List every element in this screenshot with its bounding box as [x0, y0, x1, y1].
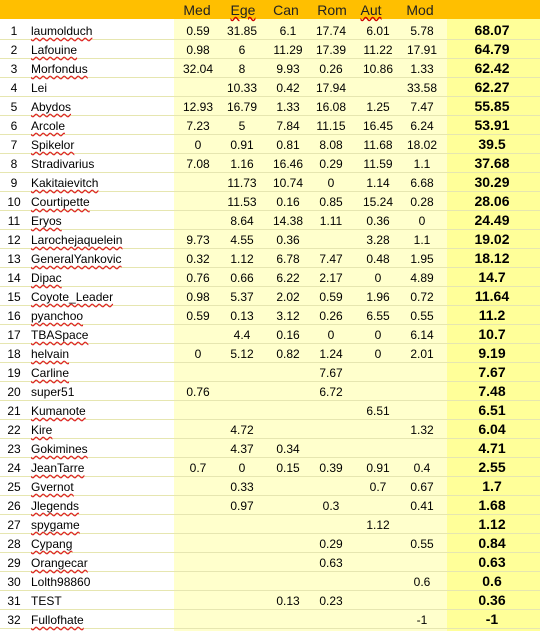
rank-cell[interactable]: 24	[7, 461, 21, 475]
player-name-cell[interactable]: spygame	[31, 518, 80, 532]
can-score-cell[interactable]: 0.42	[276, 81, 300, 95]
total-score-cell[interactable]: 28.06	[474, 193, 510, 209]
mod-score-cell[interactable]: 33.58	[406, 81, 438, 95]
rank-cell[interactable]: 6	[10, 119, 18, 133]
rank-cell[interactable]: 12	[7, 233, 21, 247]
can-score-cell[interactable]: 0.13	[276, 594, 300, 608]
rom-score-cell[interactable]: 0	[327, 176, 335, 190]
rom-score-cell[interactable]: 0.3	[322, 499, 340, 513]
rank-cell[interactable]: 16	[7, 309, 21, 323]
player-name-cell[interactable]: Lolth98860	[31, 575, 91, 589]
player-name-cell[interactable]: Gokimines	[31, 442, 88, 456]
player-name-cell[interactable]: Gvernot	[31, 480, 74, 494]
total-score-cell[interactable]: 14.7	[478, 269, 506, 285]
table-row[interactable]	[0, 610, 540, 629]
can-score-cell[interactable]: 9.93	[276, 62, 300, 76]
total-score-cell[interactable]: 53.91	[474, 117, 510, 133]
rom-score-cell[interactable]: 17.74	[315, 24, 347, 38]
total-score-cell[interactable]: 11.64	[474, 288, 510, 304]
aut-score-cell[interactable]: 6.55	[366, 309, 390, 323]
ege-score-cell[interactable]: 8	[238, 62, 246, 76]
player-name-cell[interactable]: Abydos	[31, 100, 72, 114]
aut-score-cell[interactable]: 0	[374, 347, 382, 361]
mod-score-cell[interactable]: 0.4	[413, 461, 431, 475]
rom-score-cell[interactable]: 16.08	[315, 100, 347, 114]
can-score-cell[interactable]: 7.84	[276, 119, 300, 133]
player-name-cell[interactable]: Lei	[31, 81, 48, 95]
table-row[interactable]	[0, 154, 540, 173]
total-score-cell[interactable]: 1.68	[478, 497, 506, 513]
ege-score-cell[interactable]: 0.13	[230, 309, 254, 323]
table-row[interactable]	[0, 40, 540, 59]
ege-score-cell[interactable]: 1.12	[230, 252, 254, 266]
player-name-cell[interactable]: Cypang	[31, 537, 73, 551]
mod-score-cell[interactable]: 1.95	[410, 252, 434, 266]
ege-score-cell[interactable]: 11.73	[227, 176, 257, 190]
total-score-cell[interactable]: 18.12	[474, 250, 510, 266]
table-row[interactable]	[0, 287, 540, 306]
total-score-cell[interactable]: 7.48	[478, 383, 506, 399]
player-name-cell[interactable]: Stradivarius	[31, 157, 95, 171]
header-aut[interactable]: Aut	[360, 2, 382, 18]
aut-score-cell[interactable]: 0	[374, 271, 382, 285]
mod-score-cell[interactable]: 2.01	[410, 347, 434, 361]
rank-cell[interactable]: 17	[7, 328, 21, 342]
mod-score-cell[interactable]: 18.02	[406, 138, 438, 152]
rom-score-cell[interactable]: 7.67	[319, 366, 343, 380]
mod-score-cell[interactable]: 6.24	[410, 119, 434, 133]
ege-score-cell[interactable]: 8.64	[230, 214, 254, 228]
med-score-cell[interactable]: 0.76	[186, 271, 210, 285]
ege-score-cell[interactable]: 0.97	[230, 499, 254, 513]
total-score-cell[interactable]: 62.27	[474, 79, 510, 95]
mod-score-cell[interactable]: 7.47	[410, 100, 434, 114]
can-score-cell[interactable]: 14.38	[272, 214, 304, 228]
rom-score-cell[interactable]: 0.59	[319, 290, 343, 304]
rom-score-cell[interactable]: 0.85	[319, 195, 343, 209]
can-score-cell[interactable]: 3.12	[276, 309, 300, 323]
can-score-cell[interactable]: 6.1	[279, 24, 297, 38]
med-score-cell[interactable]: 7.08	[186, 157, 210, 171]
rom-score-cell[interactable]: 2.17	[319, 271, 343, 285]
total-score-cell[interactable]: 19.02	[474, 231, 510, 247]
mod-score-cell[interactable]: 0	[418, 214, 426, 228]
total-score-cell[interactable]: 6.04	[478, 421, 506, 437]
aut-score-cell[interactable]: 0	[374, 328, 382, 342]
table-row[interactable]	[0, 420, 540, 439]
rank-cell[interactable]: 23	[7, 442, 21, 456]
mod-score-cell[interactable]: 5.78	[410, 24, 434, 38]
rom-score-cell[interactable]: 0.26	[319, 62, 343, 76]
aut-score-cell[interactable]: 0.91	[366, 461, 390, 475]
mod-score-cell[interactable]: 1.32	[410, 423, 434, 437]
rank-cell[interactable]: 3	[10, 62, 18, 76]
table-row[interactable]	[0, 116, 540, 135]
ege-score-cell[interactable]: 0.66	[230, 271, 254, 285]
table-row[interactable]	[0, 230, 540, 249]
rom-score-cell[interactable]: 0.23	[319, 594, 343, 608]
rank-cell[interactable]: 31	[7, 594, 21, 608]
med-score-cell[interactable]: 0.59	[186, 309, 210, 323]
ege-score-cell[interactable]: 4.4	[233, 328, 251, 342]
can-score-cell[interactable]: 0.34	[276, 442, 300, 456]
rank-cell[interactable]: 5	[10, 100, 18, 114]
rank-cell[interactable]: 30	[7, 575, 21, 589]
ege-score-cell[interactable]: 5.12	[230, 347, 254, 361]
rom-score-cell[interactable]: 0.39	[319, 461, 343, 475]
rank-cell[interactable]: 25	[7, 480, 21, 494]
total-score-cell[interactable]: 0.84	[478, 535, 506, 551]
total-score-cell[interactable]: 4.71	[478, 440, 506, 456]
ege-score-cell[interactable]: 11.53	[227, 195, 257, 209]
player-name-cell[interactable]: GeneralYankovic	[31, 252, 122, 266]
player-name-cell[interactable]: Kumanote	[31, 404, 86, 418]
table-row[interactable]	[0, 249, 540, 268]
rank-cell[interactable]: 10	[7, 195, 21, 209]
can-score-cell[interactable]: 10.74	[272, 176, 304, 190]
player-name-cell[interactable]: Kire	[31, 423, 53, 437]
total-score-cell[interactable]: 64.79	[474, 41, 510, 57]
med-score-cell[interactable]: 9.73	[186, 233, 210, 247]
total-score-cell[interactable]: 0.63	[478, 554, 506, 570]
mod-score-cell[interactable]: 0.72	[410, 290, 434, 304]
total-score-cell[interactable]: 1.12	[478, 516, 506, 532]
can-score-cell[interactable]: 6.78	[276, 252, 300, 266]
player-name-cell[interactable]: Morfondus	[31, 62, 88, 76]
player-name-cell[interactable]: Courtipette	[31, 195, 90, 209]
rom-score-cell[interactable]: 6.72	[319, 385, 343, 399]
player-name-cell[interactable]: Larochejaquelein	[31, 233, 123, 247]
total-score-cell[interactable]: 9.19	[478, 345, 506, 361]
table-row[interactable]	[0, 591, 540, 610]
rank-cell[interactable]: 15	[7, 290, 21, 304]
mod-score-cell[interactable]: 0.67	[410, 480, 434, 494]
aut-score-cell[interactable]: 1.12	[366, 518, 390, 532]
table-row[interactable]	[0, 325, 540, 344]
rank-cell[interactable]: 14	[7, 271, 21, 285]
player-name-cell[interactable]: Lafouine	[31, 43, 78, 57]
aut-score-cell[interactable]: 6.51	[366, 404, 390, 418]
ege-score-cell[interactable]: 4.55	[230, 233, 254, 247]
ege-score-cell[interactable]: 31.85	[226, 24, 258, 38]
aut-score-cell[interactable]: 16.45	[362, 119, 394, 133]
total-score-cell[interactable]: 7.67	[478, 364, 506, 380]
ege-score-cell[interactable]: 0	[238, 461, 246, 475]
rank-cell[interactable]: 13	[7, 252, 21, 266]
can-score-cell[interactable]: 1.33	[276, 100, 300, 114]
table-row[interactable]	[0, 401, 540, 420]
rom-score-cell[interactable]: 0	[327, 328, 335, 342]
rank-cell[interactable]: 11	[7, 214, 21, 228]
med-score-cell[interactable]: 0.7	[189, 461, 207, 475]
ege-score-cell[interactable]: 6	[238, 43, 246, 57]
rank-cell[interactable]: 1	[10, 24, 18, 38]
rank-cell[interactable]: 18	[7, 347, 21, 361]
rom-score-cell[interactable]: 0.26	[319, 309, 343, 323]
player-name-cell[interactable]: Spikelor	[31, 138, 75, 152]
aut-score-cell[interactable]: 10.86	[362, 62, 394, 76]
rank-cell[interactable]: 4	[10, 81, 18, 95]
rom-score-cell[interactable]: 17.94	[315, 81, 347, 95]
rank-cell[interactable]: 7	[10, 138, 18, 152]
rank-cell[interactable]: 26	[7, 499, 21, 513]
player-name-cell[interactable]: Eryos	[31, 214, 62, 228]
player-name-cell[interactable]: TEST	[31, 594, 62, 608]
player-name-cell[interactable]: Jlegends	[31, 499, 80, 513]
rank-cell[interactable]: 29	[7, 556, 21, 570]
player-name-cell[interactable]: pyanchoo	[31, 309, 84, 323]
mod-score-cell[interactable]: 0.41	[410, 499, 434, 513]
header-med[interactable]: Med	[183, 2, 211, 18]
mod-score-cell[interactable]: 0.28	[410, 195, 434, 209]
total-score-cell[interactable]: 68.07	[474, 22, 510, 38]
table-row[interactable]	[0, 306, 540, 325]
ege-score-cell[interactable]: 0.91	[230, 138, 254, 152]
total-score-cell[interactable]: 1.7	[482, 478, 502, 494]
rom-score-cell[interactable]: 8.08	[319, 138, 343, 152]
rank-cell[interactable]: 21	[7, 404, 21, 418]
mod-score-cell[interactable]: 6.14	[410, 328, 434, 342]
aut-score-cell[interactable]: 0.48	[366, 252, 390, 266]
ege-score-cell[interactable]: 5.37	[230, 290, 254, 304]
aut-score-cell[interactable]: 11.68	[363, 138, 393, 152]
aut-score-cell[interactable]: 3.28	[366, 233, 390, 247]
mod-score-cell[interactable]: 1.1	[413, 233, 431, 247]
mod-score-cell[interactable]: 17.91	[406, 43, 438, 57]
player-name-cell[interactable]: Orangecar	[31, 556, 88, 570]
player-name-cell[interactable]: super51	[31, 385, 75, 399]
table-row[interactable]	[0, 192, 540, 211]
total-score-cell[interactable]: 30.29	[474, 174, 510, 190]
table-row[interactable]	[0, 211, 540, 230]
aut-score-cell[interactable]: 0.7	[369, 480, 387, 494]
mod-score-cell[interactable]: 1.1	[413, 157, 431, 171]
total-score-cell[interactable]: 11.2	[478, 307, 506, 323]
aut-score-cell[interactable]: 1.25	[366, 100, 390, 114]
med-score-cell[interactable]: 0	[194, 347, 202, 361]
can-score-cell[interactable]: 0.16	[276, 195, 300, 209]
med-score-cell[interactable]: 0.32	[186, 252, 210, 266]
table-row[interactable]	[0, 458, 540, 477]
player-name-cell[interactable]: Arcole	[31, 119, 66, 133]
rom-score-cell[interactable]: 0.29	[319, 537, 343, 551]
player-name-cell[interactable]: TBASpace	[31, 328, 89, 342]
table-row[interactable]	[0, 344, 540, 363]
table-row[interactable]	[0, 477, 540, 496]
rank-cell[interactable]: 27	[7, 518, 21, 532]
player-name-cell[interactable]: Coyote_Leader	[31, 290, 114, 304]
rank-cell[interactable]: 2	[10, 43, 18, 57]
aut-score-cell[interactable]: 11.59	[363, 157, 393, 171]
med-score-cell[interactable]: 0.76	[186, 385, 210, 399]
can-score-cell[interactable]: 0.16	[276, 328, 300, 342]
rom-score-cell[interactable]: 17.39	[315, 43, 347, 57]
ege-score-cell[interactable]: 16.79	[226, 100, 258, 114]
med-score-cell[interactable]: 0.59	[186, 24, 210, 38]
can-score-cell[interactable]: 16.46	[272, 157, 304, 171]
total-score-cell[interactable]: 10.7	[478, 326, 506, 342]
total-score-cell[interactable]: 55.85	[474, 98, 510, 114]
table-row[interactable]	[0, 97, 540, 116]
total-score-cell[interactable]: 24.49	[474, 212, 510, 228]
total-score-cell[interactable]: 6.51	[478, 402, 506, 418]
rom-score-cell[interactable]: 0.29	[319, 157, 343, 171]
table-row[interactable]	[0, 553, 540, 572]
ege-score-cell[interactable]: 5	[238, 119, 246, 133]
mod-score-cell[interactable]: 6.68	[410, 176, 434, 190]
table-row[interactable]	[0, 534, 540, 553]
med-score-cell[interactable]: 0	[194, 138, 202, 152]
table-row[interactable]	[0, 59, 540, 78]
total-score-cell[interactable]: 37.68	[474, 155, 510, 171]
mod-score-cell[interactable]: 0.55	[410, 309, 434, 323]
med-score-cell[interactable]: 32.04	[182, 62, 214, 76]
table-row[interactable]	[0, 572, 540, 591]
table-row[interactable]	[0, 135, 540, 154]
total-score-cell[interactable]: 0.6	[482, 573, 502, 589]
rank-cell[interactable]: 32	[7, 613, 21, 627]
can-score-cell[interactable]: 0.15	[276, 461, 300, 475]
header-mod[interactable]: Mod	[406, 2, 434, 18]
rank-cell[interactable]: 8	[10, 157, 18, 171]
total-score-cell[interactable]: 39.5	[478, 136, 506, 152]
med-score-cell[interactable]: 0.98	[186, 290, 210, 304]
table-row[interactable]	[0, 78, 540, 97]
player-name-cell[interactable]: JeanTarre	[31, 461, 85, 475]
header-can[interactable]: Can	[273, 2, 299, 18]
med-score-cell[interactable]: 12.93	[182, 100, 214, 114]
can-score-cell[interactable]: 0.81	[276, 138, 300, 152]
can-score-cell[interactable]: 0.36	[276, 233, 300, 247]
table-row[interactable]	[0, 382, 540, 401]
ege-score-cell[interactable]: 0.33	[230, 480, 254, 494]
rank-cell[interactable]: 22	[7, 423, 21, 437]
table-row[interactable]	[0, 268, 540, 287]
med-score-cell[interactable]: 7.23	[186, 119, 210, 133]
aut-score-cell[interactable]: 1.96	[366, 290, 390, 304]
mod-score-cell[interactable]: 1.33	[410, 62, 434, 76]
ege-score-cell[interactable]: 4.37	[230, 442, 254, 456]
header-ege[interactable]: Ege	[230, 2, 256, 18]
rank-cell[interactable]: 20	[7, 385, 21, 399]
header-row	[0, 0, 540, 19]
table-row[interactable]	[0, 363, 540, 382]
can-score-cell[interactable]: 0.82	[276, 347, 300, 361]
player-name-cell[interactable]: laumolduch	[31, 24, 93, 38]
mod-score-cell[interactable]: 0.6	[413, 575, 431, 589]
aut-score-cell[interactable]: 15.24	[362, 195, 394, 209]
player-name-cell[interactable]: Kakitaievitch	[31, 176, 99, 190]
total-score-cell[interactable]: 2.55	[478, 459, 506, 475]
ege-score-cell[interactable]: 4.72	[230, 423, 254, 437]
rom-score-cell[interactable]: 7.47	[319, 252, 343, 266]
mod-score-cell[interactable]: 4.89	[410, 271, 434, 285]
ege-score-cell[interactable]: 1.16	[230, 157, 254, 171]
ege-score-cell[interactable]: 10.33	[226, 81, 258, 95]
table-row[interactable]	[0, 439, 540, 458]
table-row[interactable]	[0, 515, 540, 534]
can-score-cell[interactable]: 2.02	[276, 290, 300, 304]
total-score-cell[interactable]: 0.36	[478, 592, 506, 608]
aut-score-cell[interactable]: 1.14	[366, 176, 390, 190]
med-score-cell[interactable]: 0.98	[186, 43, 210, 57]
mod-score-cell[interactable]: -1	[416, 613, 428, 627]
rom-score-cell[interactable]: 1.11	[319, 214, 343, 228]
rom-score-cell[interactable]: 0.63	[319, 556, 343, 570]
mod-score-cell[interactable]: 0.55	[410, 537, 434, 551]
total-score-cell[interactable]: 62.42	[474, 60, 510, 76]
rank-cell[interactable]: 9	[10, 176, 18, 190]
aut-score-cell[interactable]: 0.36	[366, 214, 390, 228]
aut-score-cell[interactable]: 11.22	[363, 43, 393, 57]
rom-score-cell[interactable]: 11.15	[316, 119, 346, 133]
can-score-cell[interactable]: 6.22	[276, 271, 300, 285]
table-row[interactable]	[0, 173, 540, 192]
table-row[interactable]	[0, 21, 540, 40]
rank-cell[interactable]: 28	[7, 537, 21, 551]
header-rom[interactable]: Rom	[317, 2, 347, 18]
player-name-cell[interactable]: Fullofhate	[31, 613, 84, 627]
rank-cell[interactable]: 19	[7, 366, 21, 380]
player-name-cell[interactable]: helvain	[31, 347, 70, 361]
table-row[interactable]	[0, 496, 540, 515]
can-score-cell[interactable]: 11.29	[273, 43, 303, 57]
player-name-cell[interactable]: Dipac	[31, 271, 62, 285]
player-name-cell[interactable]: Carline	[31, 366, 70, 380]
total-score-cell[interactable]: -1	[485, 611, 499, 627]
rom-score-cell[interactable]: 1.24	[319, 347, 343, 361]
aut-score-cell[interactable]: 6.01	[366, 24, 390, 38]
